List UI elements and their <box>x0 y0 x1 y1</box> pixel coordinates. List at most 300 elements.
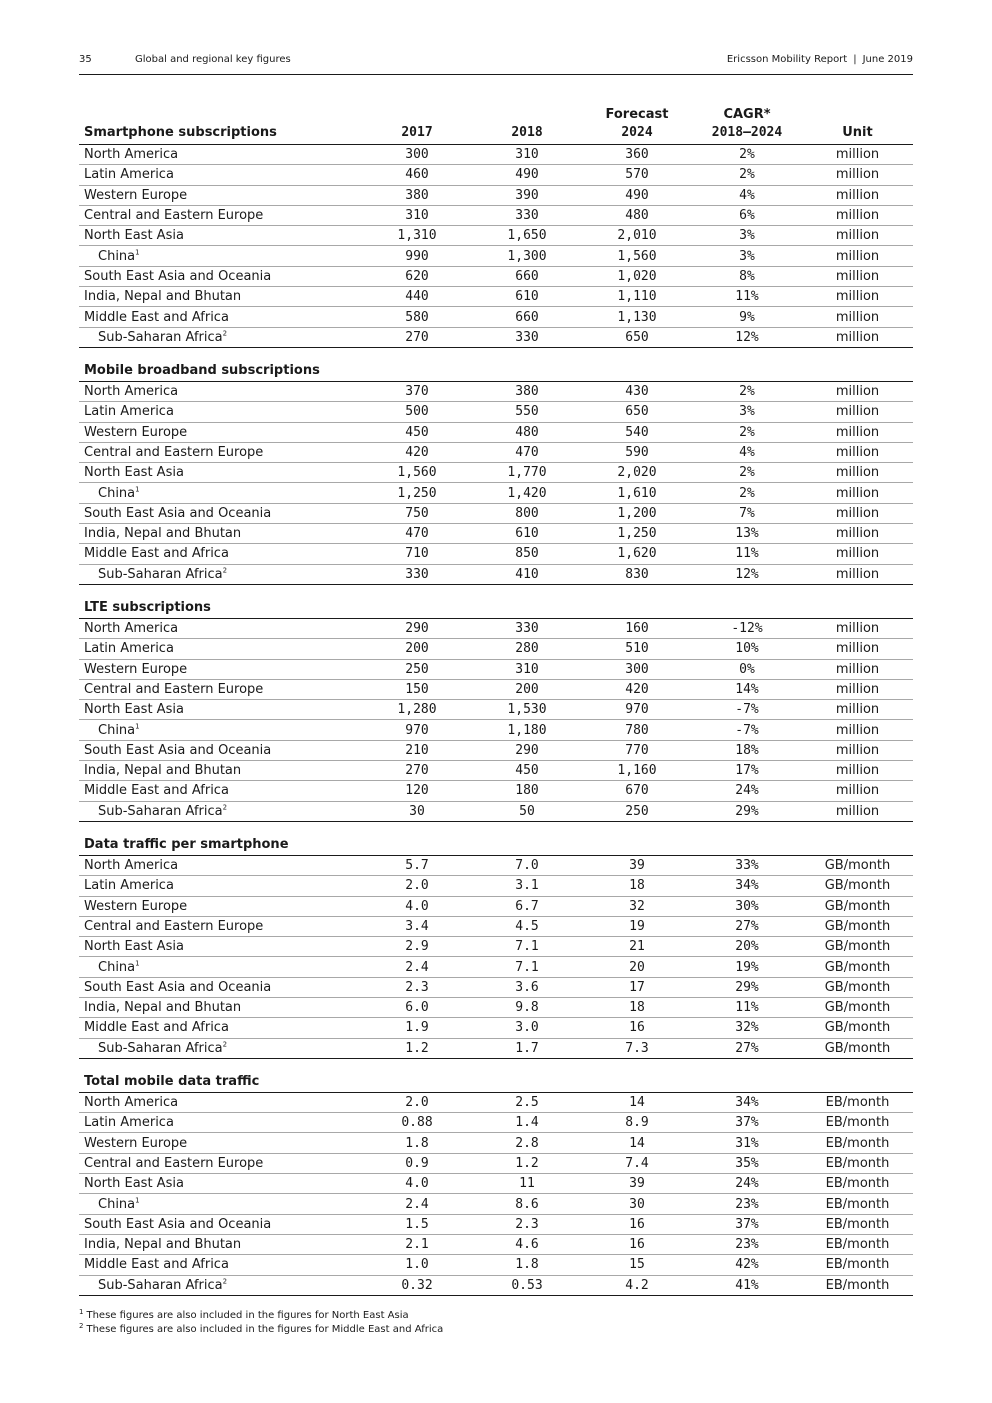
cagr-cell: 11% <box>692 287 802 307</box>
unit-cell: million <box>802 266 913 286</box>
value-2017-cell: 0.9 <box>362 1153 472 1173</box>
region-name: India, Nepal and Bhutan <box>84 1000 242 1016</box>
footnote-mark: 2 <box>79 1321 84 1330</box>
forecast-2024-cell: 1,250 <box>582 524 692 544</box>
region-name: North America <box>84 858 179 874</box>
column-header-cagr <box>692 106 802 145</box>
value-2018-cell: 660 <box>472 307 582 327</box>
region-cell <box>79 618 362 638</box>
forecast-2024-cell: 360 <box>582 145 692 165</box>
value-2018-cell: 310 <box>472 145 582 165</box>
footnote <box>79 1309 443 1323</box>
unit-cell: GB/month <box>802 997 913 1017</box>
region-cell <box>79 937 362 957</box>
cagr-cell: 19% <box>692 957 802 977</box>
value-2017-cell: 310 <box>362 205 472 225</box>
forecast-2024-cell: 490 <box>582 185 692 205</box>
region-name: China <box>98 1196 136 1212</box>
region-name: China <box>98 485 136 501</box>
table-row <box>79 957 913 977</box>
region-cell <box>79 287 362 307</box>
unit-cell: million <box>802 740 913 760</box>
value-2018-cell: 480 <box>472 422 582 442</box>
value-2018-cell: 7.1 <box>472 957 582 977</box>
cagr-cell: 35% <box>692 1153 802 1173</box>
table-row <box>79 1038 913 1058</box>
value-2017-cell: 330 <box>362 564 472 584</box>
cagr-cell: 2% <box>692 483 802 503</box>
cagr-cell: 3% <box>692 226 802 246</box>
value-2018-cell: 180 <box>472 781 582 801</box>
cagr-cell: 12% <box>692 564 802 584</box>
region-cell <box>79 997 362 1017</box>
table-row <box>79 1194 913 1214</box>
column-header-2018 <box>472 106 582 145</box>
region-cell <box>79 916 362 936</box>
unit-cell: million <box>802 165 913 185</box>
footnote-ref: 1 <box>135 248 140 257</box>
forecast-2024-cell: 1,160 <box>582 761 692 781</box>
region-cell <box>79 1174 362 1194</box>
value-2017-cell: 1.5 <box>362 1214 472 1234</box>
column-header-label: CAGR* <box>723 107 771 122</box>
table-header-row <box>79 106 913 145</box>
group-title-row <box>79 347 913 381</box>
value-2018-cell: 470 <box>472 442 582 462</box>
value-2018-cell: 280 <box>472 639 582 659</box>
table-row <box>79 1133 913 1153</box>
value-2017-cell: 210 <box>362 740 472 760</box>
forecast-2024-cell: 17 <box>582 977 692 997</box>
group-title-row <box>79 584 913 618</box>
region-name: Western Europe <box>84 661 188 677</box>
table-row <box>79 618 913 638</box>
value-2018-cell: 11 <box>472 1174 582 1194</box>
region-cell <box>79 1133 362 1153</box>
region-name: South East Asia and Oceania <box>84 505 272 521</box>
unit-cell: GB/month <box>802 876 913 896</box>
unit-cell: GB/month <box>802 957 913 977</box>
region-name: North East Asia <box>84 939 184 955</box>
unit-cell: GB/month <box>802 855 913 875</box>
region-cell <box>79 402 362 422</box>
page-header <box>79 52 913 75</box>
forecast-2024-cell: 430 <box>582 381 692 401</box>
table-row <box>79 1113 913 1133</box>
value-2017-cell: 30 <box>362 801 472 821</box>
unit-cell: EB/month <box>802 1153 913 1173</box>
table-row <box>79 1275 913 1295</box>
unit-cell: million <box>802 544 913 564</box>
region-cell <box>79 503 362 523</box>
cagr-cell: -7% <box>692 720 802 740</box>
value-2017-cell: 990 <box>362 246 472 266</box>
table-row <box>79 287 913 307</box>
forecast-2024-cell: 300 <box>582 659 692 679</box>
value-2017-cell: 580 <box>362 307 472 327</box>
value-2018-cell: 290 <box>472 740 582 760</box>
value-2018-cell: 7.1 <box>472 937 582 957</box>
table-row <box>79 1018 913 1038</box>
value-2018-cell: 610 <box>472 287 582 307</box>
table-row <box>79 145 913 165</box>
forecast-2024-cell: 16 <box>582 1214 692 1234</box>
region-name: North America <box>84 1095 179 1111</box>
unit-cell: million <box>802 618 913 638</box>
value-2017-cell: 2.0 <box>362 876 472 896</box>
unit-cell: million <box>802 381 913 401</box>
table-row <box>79 977 913 997</box>
region-cell <box>79 1234 362 1254</box>
region-name: Central and Eastern Europe <box>84 208 264 224</box>
value-2017-cell: 470 <box>362 524 472 544</box>
forecast-2024-cell: 15 <box>582 1255 692 1275</box>
cagr-cell: 4% <box>692 185 802 205</box>
footnote-ref: 2 <box>222 803 228 812</box>
region-cell <box>79 1255 362 1275</box>
key-figures-table <box>79 106 913 1296</box>
value-2018-cell: 4.6 <box>472 1234 582 1254</box>
value-2017-cell: 2.4 <box>362 1194 472 1214</box>
value-2017-cell: 1,250 <box>362 483 472 503</box>
value-2017-cell: 1.2 <box>362 1038 472 1058</box>
group-title: LTE subscriptions <box>79 584 913 618</box>
forecast-2024-cell: 16 <box>582 1018 692 1038</box>
table-row <box>79 165 913 185</box>
region-name: Latin America <box>84 404 174 420</box>
unit-cell: GB/month <box>802 896 913 916</box>
value-2017-cell: 1,560 <box>362 463 472 483</box>
region-name: South East Asia and Oceania <box>84 268 272 284</box>
region-cell <box>79 740 362 760</box>
cagr-cell: 11% <box>692 544 802 564</box>
cagr-cell: 3% <box>692 246 802 266</box>
unit-cell: million <box>802 761 913 781</box>
value-2018-cell: 800 <box>472 503 582 523</box>
cagr-cell: 37% <box>692 1214 802 1234</box>
region-name: Western Europe <box>84 424 188 440</box>
cagr-cell: 2% <box>692 381 802 401</box>
cagr-cell: 34% <box>692 1092 802 1112</box>
value-2018-cell: 4.5 <box>472 916 582 936</box>
value-2017-cell: 710 <box>362 544 472 564</box>
value-2017-cell: 380 <box>362 185 472 205</box>
table-row <box>79 246 913 266</box>
forecast-2024-cell: 830 <box>582 564 692 584</box>
value-2018-cell: 3.1 <box>472 876 582 896</box>
forecast-2024-cell: 8.9 <box>582 1113 692 1133</box>
cagr-cell: 42% <box>692 1255 802 1275</box>
region-cell <box>79 1092 362 1112</box>
region-cell <box>79 381 362 401</box>
region-cell <box>79 463 362 483</box>
region-name: North America <box>84 621 179 637</box>
forecast-2024-cell: 970 <box>582 700 692 720</box>
region-name: Latin America <box>84 167 174 183</box>
forecast-2024-cell: 590 <box>582 442 692 462</box>
value-2017-cell: 1,310 <box>362 226 472 246</box>
table-row <box>79 564 913 584</box>
value-2018-cell: 1,770 <box>472 463 582 483</box>
unit-cell: million <box>802 205 913 225</box>
value-2017-cell: 1.8 <box>362 1133 472 1153</box>
forecast-2024-cell: 250 <box>582 801 692 821</box>
value-2017-cell: 620 <box>362 266 472 286</box>
cagr-cell: -7% <box>692 700 802 720</box>
value-2017-cell: 270 <box>362 327 472 347</box>
cagr-cell: 11% <box>692 997 802 1017</box>
region-cell <box>79 185 362 205</box>
cagr-cell: 27% <box>692 916 802 936</box>
value-2018-cell: 1.8 <box>472 1255 582 1275</box>
cagr-cell: 31% <box>692 1133 802 1153</box>
value-2017-cell: 1.9 <box>362 1018 472 1038</box>
value-2017-cell: 120 <box>362 781 472 801</box>
value-2017-cell: 4.0 <box>362 896 472 916</box>
forecast-2024-cell: 650 <box>582 327 692 347</box>
region-cell <box>79 1275 362 1295</box>
unit-cell: million <box>802 700 913 720</box>
region-name: Western Europe <box>84 1135 188 1151</box>
group-title-row <box>79 1058 913 1092</box>
footnote-ref: 2 <box>222 566 228 575</box>
forecast-2024-cell: 510 <box>582 639 692 659</box>
unit-cell: EB/month <box>802 1174 913 1194</box>
column-header-2017 <box>362 106 472 145</box>
unit-cell: million <box>802 639 913 659</box>
forecast-2024-cell: 160 <box>582 618 692 638</box>
region-cell <box>79 679 362 699</box>
region-name: North East Asia <box>84 1176 184 1192</box>
value-2018-cell: 390 <box>472 185 582 205</box>
unit-cell: million <box>802 503 913 523</box>
region-cell <box>79 957 362 977</box>
value-2018-cell: 7.0 <box>472 855 582 875</box>
region-cell <box>79 266 362 286</box>
value-2018-cell: 1.4 <box>472 1113 582 1133</box>
unit-cell: EB/month <box>802 1133 913 1153</box>
cagr-cell: 41% <box>692 1275 802 1295</box>
unit-cell: EB/month <box>802 1275 913 1295</box>
value-2018-cell: 2.3 <box>472 1214 582 1234</box>
unit-cell: million <box>802 679 913 699</box>
unit-cell: EB/month <box>802 1234 913 1254</box>
unit-cell: million <box>802 659 913 679</box>
footnote-ref: 2 <box>222 1277 228 1286</box>
region-name: Central and Eastern Europe <box>84 681 264 697</box>
table-row <box>79 781 913 801</box>
forecast-2024-cell: 1,110 <box>582 287 692 307</box>
value-2018-cell: 850 <box>472 544 582 564</box>
header-separator: | <box>853 54 857 65</box>
value-2018-cell: 1,650 <box>472 226 582 246</box>
region-cell <box>79 896 362 916</box>
cagr-cell: 7% <box>692 503 802 523</box>
table-row <box>79 1255 913 1275</box>
cagr-cell: 2% <box>692 165 802 185</box>
forecast-2024-cell: 21 <box>582 937 692 957</box>
cagr-cell: 24% <box>692 1174 802 1194</box>
table-row <box>79 483 913 503</box>
region-cell <box>79 876 362 896</box>
value-2017-cell: 290 <box>362 618 472 638</box>
table-row <box>79 205 913 225</box>
table-row <box>79 659 913 679</box>
cagr-cell: 29% <box>692 801 802 821</box>
region-name: Western Europe <box>84 187 188 203</box>
cagr-cell: 10% <box>692 639 802 659</box>
forecast-2024-cell: 770 <box>582 740 692 760</box>
region-name: Middle East and Africa <box>84 309 229 325</box>
unit-cell: GB/month <box>802 977 913 997</box>
unit-cell: GB/month <box>802 1038 913 1058</box>
table-row <box>79 442 913 462</box>
cagr-cell: 20% <box>692 937 802 957</box>
cagr-cell: 23% <box>692 1234 802 1254</box>
forecast-2024-cell: 780 <box>582 720 692 740</box>
cagr-cell: 8% <box>692 266 802 286</box>
region-name: India, Nepal and Bhutan <box>84 526 242 542</box>
unit-cell: million <box>802 564 913 584</box>
cagr-cell: 2% <box>692 422 802 442</box>
region-name: South East Asia and Oceania <box>84 742 272 758</box>
forecast-2024-cell: 1,610 <box>582 483 692 503</box>
table-row <box>79 503 913 523</box>
region-cell <box>79 761 362 781</box>
forecast-2024-cell: 650 <box>582 402 692 422</box>
region-cell <box>79 1113 362 1133</box>
unit-cell: million <box>802 463 913 483</box>
value-2018-cell: 3.0 <box>472 1018 582 1038</box>
value-2018-cell: 9.8 <box>472 997 582 1017</box>
unit-cell: GB/month <box>802 916 913 936</box>
column-header-label: Forecast <box>605 107 669 122</box>
footnote-ref: 1 <box>135 485 140 494</box>
cagr-cell: 17% <box>692 761 802 781</box>
forecast-2024-cell: 7.4 <box>582 1153 692 1173</box>
value-2017-cell: 4.0 <box>362 1174 472 1194</box>
region-cell <box>79 781 362 801</box>
value-2017-cell: 0.88 <box>362 1113 472 1133</box>
key-figures-table-container <box>79 106 913 1296</box>
region-name: Sub-Saharan Africa <box>98 566 223 582</box>
group-title: Data traffic per smartphone <box>79 821 913 855</box>
value-2017-cell: 970 <box>362 720 472 740</box>
value-2018-cell: 1,420 <box>472 483 582 503</box>
footnote-ref: 1 <box>135 959 140 968</box>
unit-cell: GB/month <box>802 1018 913 1038</box>
forecast-2024-cell: 480 <box>582 205 692 225</box>
forecast-2024-cell: 39 <box>582 855 692 875</box>
value-2018-cell: 610 <box>472 524 582 544</box>
region-cell <box>79 165 362 185</box>
cagr-cell: 2% <box>692 145 802 165</box>
table-row <box>79 639 913 659</box>
value-2018-cell: 1,180 <box>472 720 582 740</box>
region-cell <box>79 1194 362 1214</box>
unit-cell: GB/month <box>802 937 913 957</box>
value-2017-cell: 2.0 <box>362 1092 472 1112</box>
table-row <box>79 266 913 286</box>
forecast-2024-cell: 32 <box>582 896 692 916</box>
column-header-label: 2024 <box>621 125 653 140</box>
value-2017-cell: 3.4 <box>362 916 472 936</box>
cagr-cell: 2% <box>692 463 802 483</box>
value-2017-cell: 300 <box>362 145 472 165</box>
footnote-ref: 1 <box>135 1196 140 1205</box>
value-2018-cell: 660 <box>472 266 582 286</box>
value-2018-cell: 330 <box>472 205 582 225</box>
cagr-cell: 4% <box>692 442 802 462</box>
table-row <box>79 997 913 1017</box>
unit-cell: million <box>802 524 913 544</box>
region-name: Latin America <box>84 1115 174 1131</box>
region-name: North East Asia <box>84 465 184 481</box>
table-row <box>79 327 913 347</box>
footnote-ref: 2 <box>222 1040 228 1049</box>
region-name: North America <box>84 147 179 163</box>
cagr-cell: 18% <box>692 740 802 760</box>
forecast-2024-cell: 16 <box>582 1234 692 1254</box>
forecast-2024-cell: 20 <box>582 957 692 977</box>
footnote-ref: 1 <box>135 722 140 731</box>
cagr-cell: 32% <box>692 1018 802 1038</box>
value-2018-cell: 0.53 <box>472 1275 582 1295</box>
footnote-ref: 2 <box>222 329 228 338</box>
table-row <box>79 700 913 720</box>
table-row <box>79 876 913 896</box>
value-2017-cell: 460 <box>362 165 472 185</box>
unit-cell: million <box>802 781 913 801</box>
region-name: Central and Eastern Europe <box>84 445 264 460</box>
forecast-2024-cell: 14 <box>582 1133 692 1153</box>
forecast-2024-cell: 39 <box>582 1174 692 1194</box>
unit-cell: million <box>802 483 913 503</box>
value-2018-cell: 1,300 <box>472 246 582 266</box>
value-2018-cell: 410 <box>472 564 582 584</box>
unit-cell: million <box>802 801 913 821</box>
table-row <box>79 524 913 544</box>
region-cell <box>79 639 362 659</box>
unit-cell: million <box>802 422 913 442</box>
region-name: Middle East and Africa <box>84 1020 229 1036</box>
region-name: Western Europe <box>84 898 188 914</box>
footnote-text: These figures are also included in the figures for Middle East and Africa <box>86 1324 444 1335</box>
value-2017-cell: 2.1 <box>362 1234 472 1254</box>
table-row <box>79 720 913 740</box>
region-cell <box>79 855 362 875</box>
unit-cell: million <box>802 307 913 327</box>
value-2018-cell: 200 <box>472 679 582 699</box>
group-title-row <box>79 821 913 855</box>
cagr-cell: 24% <box>692 781 802 801</box>
forecast-2024-cell: 1,200 <box>582 503 692 523</box>
report-title <box>727 54 913 65</box>
table-row <box>79 679 913 699</box>
region-name: Middle East and Africa <box>84 1257 229 1273</box>
unit-cell: EB/month <box>802 1255 913 1275</box>
region-cell <box>79 483 362 503</box>
unit-cell: million <box>802 327 913 347</box>
region-name: China <box>98 722 136 738</box>
region-cell <box>79 524 362 544</box>
forecast-2024-cell: 540 <box>582 422 692 442</box>
value-2017-cell: 450 <box>362 422 472 442</box>
footnote-mark: 1 <box>79 1307 84 1316</box>
forecast-2024-cell: 18 <box>582 876 692 896</box>
forecast-2024-cell: 19 <box>582 916 692 936</box>
table-row <box>79 855 913 875</box>
